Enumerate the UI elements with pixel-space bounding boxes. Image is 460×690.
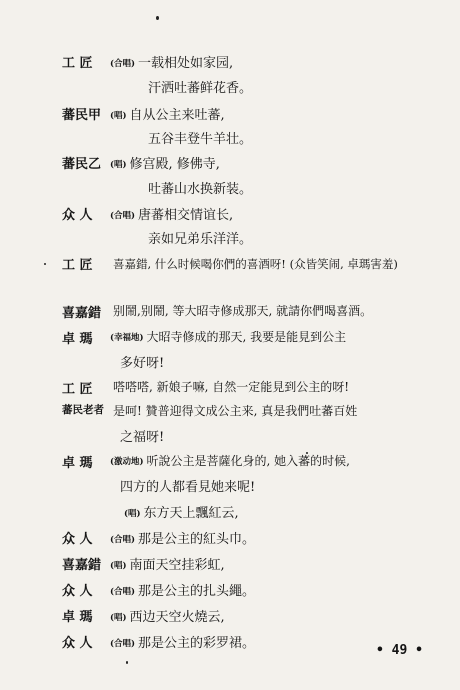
stage-direction: (合唱) <box>110 59 136 69</box>
scan-speck <box>156 16 159 20</box>
spoken-text: 修宫殿, 修佛寺, <box>129 157 220 172</box>
stage-direction: (唱) <box>110 561 127 571</box>
spoken-text: 大昭寺修成的那天, 我要是能見到公主 <box>146 330 347 344</box>
spoken-text: 别鬧,别鬧, 等大昭寺修成那天, 就請你們喝喜酒。 <box>113 304 373 318</box>
continuation-line <box>0 426 460 448</box>
line-text <box>110 452 434 469</box>
continuation-line <box>0 77 460 99</box>
speaker-name: 卓 瑪 <box>62 456 93 471</box>
dialogue-line <box>0 580 460 602</box>
spoken-text: 自从公主来吐蕃, <box>129 108 225 123</box>
dialogue-line <box>0 402 460 424</box>
continuation-line <box>0 228 460 250</box>
line-text <box>110 52 434 71</box>
dialogue-line <box>0 502 460 524</box>
spoken-text: 那是公主的紅头巾。 <box>138 532 256 547</box>
dialogue-line <box>0 153 460 175</box>
continuation-text: 之福呀! <box>120 430 165 445</box>
speaker-name: 众 人 <box>62 584 93 599</box>
dialogue-line <box>0 52 460 74</box>
stage-direction: (唱) <box>110 111 127 121</box>
line-text <box>110 153 434 172</box>
stage-direction: (唱) <box>124 509 141 519</box>
scan-speck <box>44 263 46 265</box>
scan-speck <box>126 661 128 664</box>
stage-direction: (合唱) <box>110 535 136 545</box>
spoken-text: 西边天空火燒云, <box>129 610 225 625</box>
speaker-name: 众 人 <box>62 532 93 547</box>
stage-direction: (唱) <box>110 613 127 623</box>
continuation-line <box>0 476 460 498</box>
spoken-text: 嗒嗒嗒, 新娘子嘛, 自然一定能見到公主的呀! <box>113 380 350 394</box>
continuation-text: 四方的人都看見她来呢! <box>120 480 256 495</box>
stage-direction: (唱) <box>110 160 127 170</box>
speaker-name: 工 匠 <box>62 382 93 397</box>
line-text <box>124 502 434 521</box>
speaker-name: 卓 瑪 <box>62 610 93 625</box>
speaker-name: 工 匠 <box>62 258 93 273</box>
speaker-name: 蕃民乙 <box>62 157 102 172</box>
spoken-text: 是呵! 贊普迎得文成公主来, 真是我們吐蕃百姓 <box>113 404 358 418</box>
dialogue-line <box>0 254 460 294</box>
spoken-text: 东方天上飄紅云, <box>143 506 239 521</box>
spoken-text: 唐蕃相交情谊长, <box>138 208 234 223</box>
continuation-line <box>0 128 460 150</box>
dialogue-line <box>0 302 460 324</box>
dialogue-line <box>0 378 460 400</box>
stage-direction: (合唱) <box>110 211 136 221</box>
dialogue-line <box>0 328 460 350</box>
stage-direction: (合唱) <box>110 587 136 597</box>
line-text <box>110 580 434 599</box>
speaker-name: 众 人 <box>62 636 93 651</box>
continuation-line <box>0 352 460 374</box>
continuation-text: 多好呀! <box>120 356 165 371</box>
line-text <box>110 402 434 419</box>
speaker-name: 蕃民甲 <box>62 108 102 123</box>
spoken-text: 那是公主的扎头繩。 <box>138 584 256 599</box>
page-number: • 49 • <box>376 643 423 658</box>
scan-speck <box>306 452 308 454</box>
dialogue-line <box>0 204 460 226</box>
stage-direction: (幸福地) <box>110 333 144 343</box>
line-text <box>110 606 434 625</box>
spoken-text: 那是公主的彩罗裙。 <box>138 636 256 651</box>
dialogue-line <box>0 104 460 126</box>
continuation-text: 吐蕃山水换新装。 <box>148 182 253 197</box>
spoken-text: 喜嘉錯, 什么时候喝你們的喜酒呀! (众皆笑闹, 卓瑪害羞) <box>113 257 398 271</box>
spoken-text: 一载相处如家园, <box>138 56 234 71</box>
line-text <box>110 554 434 573</box>
continuation-text: 亲如兄弟乐洋洋。 <box>148 232 253 247</box>
line-text <box>110 254 434 275</box>
continuation-text: 五谷丰登牛羊壮。 <box>148 132 253 147</box>
speaker-name: 工 匠 <box>62 56 93 71</box>
speaker-name: 喜嘉錯 <box>62 558 102 573</box>
dialogue-line <box>0 606 460 628</box>
line-text <box>110 104 434 123</box>
line-text <box>110 302 434 319</box>
dialogue-line <box>0 554 460 576</box>
speaker-name: 众 人 <box>62 208 93 223</box>
line-text <box>110 528 434 547</box>
dialogue-line <box>0 528 460 550</box>
continuation-text: 汗洒吐蕃鲜花香。 <box>148 81 253 96</box>
speaker-name: 卓 瑪 <box>62 332 93 347</box>
stage-direction: (激动地) <box>110 457 144 467</box>
continuation-line <box>0 178 460 200</box>
spoken-text: 听說公主是菩薩化身的, 她入蕃的时候, <box>146 454 350 468</box>
line-text <box>110 204 434 223</box>
spoken-text: 南面天空挂彩虹, <box>129 558 225 573</box>
line-text <box>110 378 434 395</box>
line-text <box>110 328 434 345</box>
stage-direction: (合唱) <box>110 639 136 649</box>
dialogue-line <box>0 452 460 474</box>
speaker-name: 蕃民老者 <box>62 404 104 416</box>
speaker-name: 喜嘉錯 <box>62 306 102 321</box>
